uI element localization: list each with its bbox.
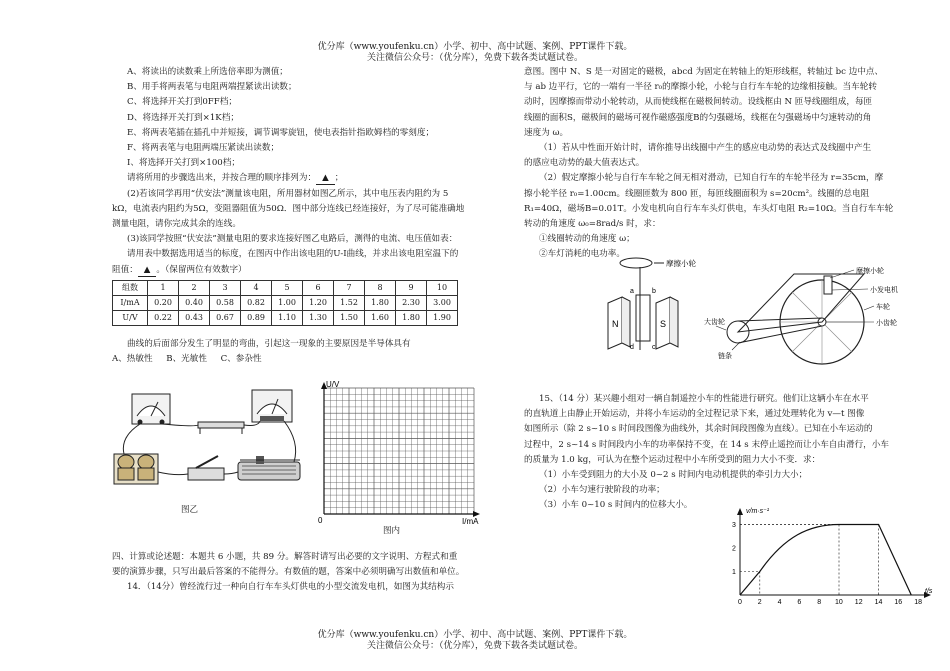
friction-wheel-shape <box>620 258 652 268</box>
table-cell: 0.82 <box>241 295 272 310</box>
q14-part2-2: 擦小轮半径 r₀=1.00cm。线圈匝数为 800 匝，每匝线圈面积为 s=20cm²。线圈的总电阻 <box>524 188 870 199</box>
right-column <box>524 65 924 263</box>
svg-text:b: b <box>652 288 656 295</box>
curve-options <box>112 352 500 367</box>
table-cell: 1.80 <box>365 295 396 310</box>
table-cell: 9 <box>396 280 427 295</box>
q14-part1-1: （1）若从中性面开始计时，请你推导出线圈中产生的感应电动势的表达式及线圈中产生 <box>539 143 872 154</box>
vt-series-line <box>740 525 911 596</box>
grid-x-label: I/mA <box>462 517 479 526</box>
vt-x-tick-label: 6 <box>797 599 802 604</box>
table-cell: 7 <box>334 280 365 295</box>
vt-x-tick-label: 8 <box>817 599 822 604</box>
q2-line-1: (2)若该同学再用“伏安法”测量该电阻，所用器材如图乙所示，其中电压表内阻约为 5 <box>127 188 449 199</box>
vt-y-label: v/m·s⁻¹ <box>746 508 770 515</box>
svg-text:N: N <box>612 319 619 329</box>
generator-figure <box>600 255 710 365</box>
q14-sub-1: ①线圈转动的角速度 ω； <box>539 234 635 245</box>
table-cell: 8 <box>365 280 396 295</box>
q14-intro-4: 线圈的面积S，磁极间的磁场可视作磁感强度B的匀强磁场，线框在匀强磁场中匀速转动的角 <box>524 112 872 123</box>
table-cell: 4 <box>241 280 272 295</box>
table-header: I/mA <box>113 295 148 310</box>
resistor-stand <box>198 422 244 434</box>
table-cell: 1.50 <box>334 310 365 325</box>
table-cell: 10 <box>427 280 458 295</box>
svg-text:c: c <box>652 344 656 351</box>
label-large-sprocket: 大齿轮 <box>704 319 725 326</box>
q1-answer-blank[interactable]: ▲ <box>316 173 335 185</box>
option-b: B、用手将两表笔与电阻两端捏紧读出读数； <box>127 82 297 93</box>
q3-line-1: (3)该同学按照“伏安法”测量电阻的要求连接好图乙电路后，测得的电流、电压值如表： <box>127 234 458 245</box>
grid-origin: 0 <box>318 516 323 525</box>
section4-line-2: 要的演算步骤，只写出最后答案的不能得分。有数值的题，答案中必须明确写出数值和单位。 <box>112 567 465 578</box>
friction-wheel-label: 摩擦小轮 <box>666 259 696 268</box>
table-cell: 0.67 <box>210 310 241 325</box>
grid-y-label: U/V <box>326 380 340 389</box>
fig-bing-caption: 图内 <box>383 526 401 536</box>
q14-intro-2: 与 ab 边平行，它的一端有一半径 r₀的摩擦小轮，小轮与自行车车轮的边缘相接触。当车轮转 <box>524 82 877 93</box>
vt-x-tick-label: 12 <box>854 599 863 604</box>
table-cell: 0.58 <box>210 295 241 310</box>
table-row-voltage <box>113 310 458 325</box>
q2-line-3: 测量电阻，请你完成其余的连线。 <box>112 219 241 230</box>
footer-line-2: 关注微信公众号：（优分库），免费下载各类试题试卷。 <box>366 641 583 651</box>
section-4 <box>112 550 502 596</box>
curve-text: 曲线的后面部分发生了明显的弯曲，引起这一现象的主要原因是半导体具有 <box>127 339 411 349</box>
fig-yi-caption: 图乙 <box>181 505 199 515</box>
rheostat <box>238 456 300 480</box>
ammeter <box>252 390 292 422</box>
q14-start: 14．（14分）曾经流行过一种向自行车车头灯供电的小型交流发电机，如图为其结构示 <box>127 582 454 593</box>
q1-order: 请将所用的步骤选出来，并按合理的顺序排列为： ▲ ； <box>127 173 344 184</box>
q15-block <box>524 392 924 514</box>
data-table <box>112 280 458 326</box>
table-cell: 1.30 <box>303 310 334 325</box>
q15-part-3: （3）小车 0~10 s 时间内的位移大小。 <box>539 500 693 511</box>
vt-chart <box>724 504 936 604</box>
table-cell: 1.10 <box>272 310 303 325</box>
voltmeter <box>132 394 170 425</box>
q14-part2-1: （2）假定摩擦小轮与自行车车轮之间无相对滑动，已知自行车的车轮半径为 r=35cm，摩 <box>539 173 884 184</box>
vt-x-tick-label: 14 <box>874 599 883 604</box>
curve-question <box>112 337 500 367</box>
footer-line-1: 优分库（www.youfenku.cn）小学、初中、高中试题、案例、PPT课件下载。 <box>317 630 633 640</box>
q15-line-2: 的直轨道上由静止开始运动，并将小车运动的全过程记录下来，通过处理转化为 v—t 图像 <box>524 409 865 420</box>
option-a: A、将读出的读数乘上所选倍率即为测值； <box>127 67 288 77</box>
table-cell: 1.80 <box>396 310 427 325</box>
table-cell: 1.00 <box>272 295 303 310</box>
vt-y-tick-label: 2 <box>732 545 736 553</box>
table-header: U/V <box>113 310 148 325</box>
q15-line-1: 15、（14 分）某兴趣小组对一辆自制遥控小车的性能进行研究。他们让这辆小车在水平 <box>539 394 869 404</box>
mini-generator <box>824 276 832 294</box>
label-friction-wheel: 摩擦小轮 <box>856 268 884 275</box>
vt-x-tick-label: 2 <box>757 599 762 604</box>
q3-answer-blank[interactable]: ▲ <box>138 265 157 277</box>
table-header: 组数 <box>113 280 148 295</box>
q14-part2-4: 转动的角速度 ω₀=8rad/s 时，求： <box>524 219 661 230</box>
table-cell: 1.90 <box>427 310 458 325</box>
q15-part-1: （1）小车受到阻力的大小及 0~2 s 时间内电动机提供的牵引力大小； <box>539 470 808 481</box>
vt-x-tick-label: 16 <box>894 599 903 604</box>
q14-part2-3: R₁=40Ω，磁场B=0.01T。小发电机向自行车车头灯供电，车头灯电阻 R₂=10Ω。当自行车车轮 <box>524 203 894 214</box>
coil-frame <box>630 288 656 351</box>
magnet-s <box>656 297 678 349</box>
battery-pack <box>114 454 158 484</box>
table-cell: 1 <box>148 280 179 295</box>
label-wheel: 车轮 <box>876 304 890 311</box>
option-c: C、将选择开关打到0FF档； <box>127 97 237 108</box>
q14-intro-3: 动时，因摩擦而带动小轮转动，从而使线框在磁极间转动。设线框由 N 匝导线圈组成，每匝 <box>524 97 873 108</box>
vt-y-arrow <box>737 508 743 515</box>
label-chain: 链条 <box>718 353 732 360</box>
bike-frame <box>738 274 864 332</box>
grid-lines <box>324 388 474 514</box>
label-mini-generator: 小发电机 <box>870 287 898 294</box>
q15-line-4: 过程中，2 s~14 s 时间段内小车的功率保持不变，在 14 s 末停止遥控而让小车自由滑行，小车 <box>524 439 889 450</box>
option-e: E、将两表笔插在插孔中并短接，调节调零旋钮，使电表指针指欧姆档的零刻度； <box>127 127 435 138</box>
apparatus-figure <box>100 382 310 502</box>
q14-part1-2: 的感应电动势的最大值表达式。 <box>524 158 645 169</box>
curve-option-a: A、热敏性 <box>112 354 153 365</box>
q15-part-2: （2）小车匀速行驶阶段的功率； <box>539 485 665 496</box>
option-d: D、将选择开关打到×1K档； <box>127 112 239 123</box>
vt-guides <box>740 525 879 596</box>
table-cell: 0.22 <box>148 310 179 325</box>
q14-intro-5: 速度为 ω。 <box>524 127 569 138</box>
q15-line-5: 的质量为 1.0 kg，可认为在整个运动过程中小车所受到的阻力大小不变．求： <box>524 454 821 465</box>
table-cell: 1.20 <box>303 295 334 310</box>
table-cell: 2.30 <box>396 295 427 310</box>
q2-line-2: kΩ，电流表内阻约为5Ω，变阻器阻值为50Ω．图中部分连线已经连接好，为了尽可能准确地 <box>112 203 465 214</box>
page-footer <box>0 630 950 652</box>
option-i: I、将选择开关打到×100档； <box>127 158 240 169</box>
page-header <box>0 42 950 64</box>
left-column <box>112 65 500 326</box>
table-cell: 1.60 <box>365 310 396 325</box>
curve-option-b: B、光敏性 <box>166 354 207 365</box>
table-cell: 1.52 <box>334 295 365 310</box>
curve-option-c: C、参杂性 <box>220 354 262 365</box>
q3-line-2: 请用表中数据选用适当的标度，在图丙中作出该电阻的U-I曲线，并求出该电阻室温下的 <box>127 249 459 260</box>
vt-y-tick-label: 3 <box>732 522 736 529</box>
table-cell: 5 <box>272 280 303 295</box>
table-cell: 6 <box>303 280 334 295</box>
header-line-2: 关注微信公众号：（优分库），免费下载各类试题试卷。 <box>366 53 583 63</box>
svg-text:d: d <box>630 344 634 351</box>
table-cell: 2 <box>179 280 210 295</box>
table-row-groups <box>113 280 458 295</box>
svg-text:a: a <box>630 288 634 295</box>
section4-line-1: 四、计算或论述题：本题共 6 小题，共 89 分。解答时请写出必要的文字说明、方程式和重 <box>112 552 458 562</box>
vt-y-tick-label: 1 <box>732 569 736 576</box>
switch <box>188 456 224 480</box>
bicycle-figure <box>704 262 919 372</box>
vt-x-tick-label: 0 <box>738 599 742 604</box>
q3-resist: 阻值： ▲ 。（保留两位有效数字） <box>112 264 247 275</box>
ui-grid-figure <box>310 380 485 530</box>
vt-x-label: t/s <box>925 588 933 595</box>
table-row-current <box>113 295 458 310</box>
table-cell: 0.40 <box>179 295 210 310</box>
vt-x-tick-label: 4 <box>777 599 782 604</box>
vt-ticks <box>732 522 922 604</box>
vt-x-tick-label: 18 <box>914 599 922 604</box>
table-cell: 3.00 <box>427 295 458 310</box>
table-cell: 3 <box>210 280 241 295</box>
q14-intro-1: 意图。图中 N、S 是一对固定的磁极，abcd 为固定在转轴上的矩形线框，转轴过 bc 边中点、 <box>524 67 884 77</box>
header-line-1: 优分库（www.youfenku.cn）小学、初中、高中试题、案例、PPT课件下载。 <box>317 42 633 52</box>
q14-sub-2: ②车灯消耗的电功率。 <box>539 249 625 260</box>
svg-text:S: S <box>660 319 667 329</box>
vt-x-tick-label: 10 <box>835 599 843 604</box>
label-small-sprocket: 小齿轮 <box>876 320 897 327</box>
magnet-n <box>608 297 630 349</box>
table-cell: 0.43 <box>179 310 210 325</box>
option-f: F、将两表笔与电阻两端压紧读出读数； <box>127 143 280 154</box>
q15-line-3: 如图所示（除 2 s~10 s 时间段图像为曲线外，其余时间段图像为直线）。已知在小车运动的 <box>524 424 873 435</box>
table-cell: 0.89 <box>241 310 272 325</box>
table-cell: 0.20 <box>148 295 179 310</box>
